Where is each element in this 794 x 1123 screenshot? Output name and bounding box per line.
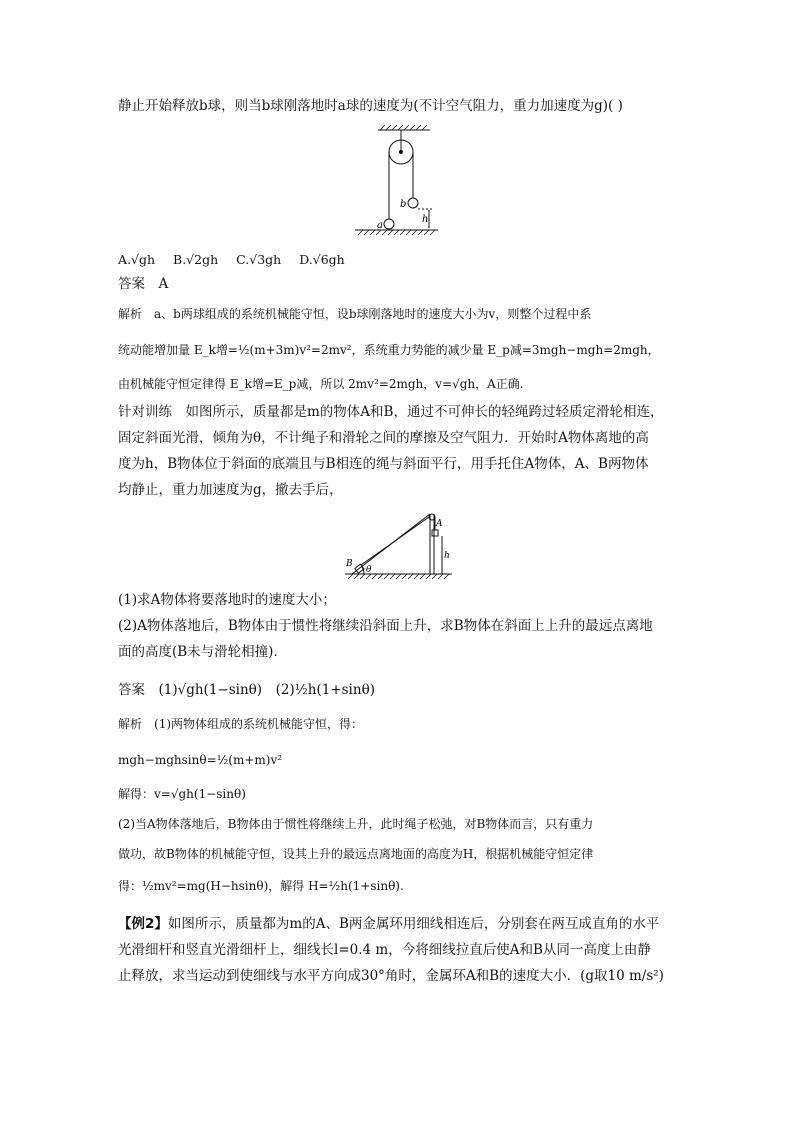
analysis-1-line1: 解析 a、b两球组成的系统机械能守恒，设b球刚落地时的速度大小为v，则整个过程中系 <box>118 307 592 321</box>
question-2-line2: 面的高度(B未与滑轮相撞)． <box>118 644 287 660</box>
label-theta: θ <box>366 565 372 575</box>
option-c: C.√3gh <box>236 252 282 267</box>
analysis-1-line3: 由机械能守恒定律得 E_k增=E_p减，所以 2mv²=2mgh，v=√gh，A正确. <box>118 377 524 391</box>
training-line1: 针对训练 如图所示，质量都是m的物体A和B，通过不可伸长的轻绳跨过轻质定滑轮相连， <box>118 404 664 420</box>
analysis-2-line3: 解得：v=√gh(1−sinθ) <box>118 787 246 801</box>
answer-1: 答案 A <box>118 276 169 292</box>
analysis-2-line1: 解析 (1)两物体组成的系统机械能守恒，得： <box>118 717 364 731</box>
example-2-line2: 光滑细杆和竖直光滑细杆上，细线长l=0.4 m，今将细线拉直后使A和B从同一高度上由静 <box>118 942 651 958</box>
label-h2: h <box>444 551 450 561</box>
options-row <box>118 250 678 270</box>
question-tail: 静止开始释放b球，则当b球刚落地时a球的速度为(不计空气阻力，重力加速度为g)( ) <box>118 98 623 114</box>
example-2-line3: 止释放，求当运动到使细线与水平方向成30°角时，金属环A和B的速度大小．(g取10 m/s²) <box>118 968 664 984</box>
analysis-2-line5: 做功，故B物体的机械能守恒，设其上升的最远点离地面的高度为H，根据机械能守恒定律 <box>118 847 594 861</box>
example-tag: 【例2】 <box>118 916 168 932</box>
training-line2: 固定斜面光滑，倾角为θ，不计绳子和滑轮之间的摩擦及空气阻力．开始时A物体离地的高 <box>118 430 649 446</box>
question-2-line1: (2)A物体落地后，B物体由于惯性将继续沿斜面上升，求B物体在斜面上上升的最远点离地 <box>118 618 653 634</box>
training-line4: 均静止，重力加速度为g，撤去手后， <box>118 482 343 498</box>
incline-figure <box>340 508 460 584</box>
label-a: a <box>377 220 383 231</box>
analysis-2-line2: mgh−mghsinθ=½(m+m)v² <box>118 753 283 767</box>
label-A: A <box>436 519 443 529</box>
question-1: (1)求A物体将要落地时的速度大小； <box>118 592 336 608</box>
option-d: D.√6gh <box>299 252 345 267</box>
analysis-2-line4: (2)当A物体落地后，B物体由于惯性将继续上升，此时绳子松弛，对B物体而言，只有重力 <box>118 817 594 831</box>
pulley-figure <box>350 122 440 240</box>
label-B: B <box>346 559 353 569</box>
option-b: B.√2gh <box>173 252 219 267</box>
example-2-line1: 【例2】如图所示，质量都为m的A、B两金属环用细线相连后，分别套在两互成直角的水平 <box>118 916 660 932</box>
training-line3: 度为h，B物体位于斜面的底端且与B相连的绳与斜面平行，用手托住A物体，A、B两物体 <box>118 456 649 472</box>
option-a: A.√gh <box>118 252 156 267</box>
analysis-1-line2: 统动能增加量 E_k增=½(m+3m)v²=2mv²，系统重力势能的减少量 E_p减=3mgh−mgh=2mgh， <box>118 343 660 357</box>
label-b: b <box>400 199 407 210</box>
analysis-2-line6: 得：½mv²=mg(H−hsinθ)，解得 H=½h(1+sinθ). <box>118 879 404 893</box>
label-h: h <box>422 214 429 225</box>
answer-2: 答案 (1)√gh(1−sinθ) (2)½h(1+sinθ) <box>118 682 375 698</box>
